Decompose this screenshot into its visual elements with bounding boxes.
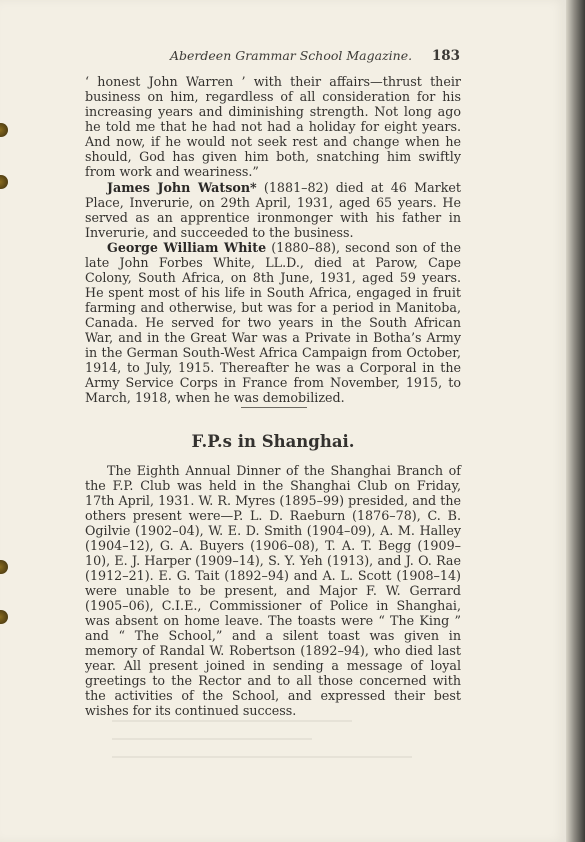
binding-hole — [0, 123, 8, 137]
section-divider — [241, 407, 307, 408]
binding-hole — [0, 175, 8, 189]
obituary-continuation — [85, 74, 461, 179]
obituary-name: James John Watson* — [107, 180, 257, 195]
obituary-watson — [85, 180, 461, 240]
paragraph-text: (1881–82) died at 46 Market Place, Inverurie, on 29th April, 1931, aged 65 years. He served as an apprentice ironmonger with his father in Inverurie, and succeeded to the business. — [85, 180, 461, 240]
section-body — [85, 463, 461, 718]
show-through-line — [112, 720, 352, 722]
obituary-white — [85, 240, 461, 405]
paragraph-text: The Eighth Annual Dinner of the Shanghai Branch of the F.P. Club was held in the Shanghai Club on Friday, 17th April, 1931. W. R. Myres (1895–99) presided, and the others present were—P. L. D. Raeburn (1876–78), C. B. Ogilvie (1902–04), W. E. D. Smith (1904–09), A. M. Halley (1904–12), G. A. Buyers (1906–08), T. A. T. Begg (1909–10), E. J. Harper (1909–14), S. Y. Yeh (1913), and J. O. Rae (1912–21). E. G. Tait (1892–94) and A. L. Scott (1908–14) were unable to be present, and Major F. W. Gerrard (1905–06), C.I.E., Commissioner of Police in Shanghai, was absent on home leave. The toasts were “ The King ” and “ The School,” and a silent toast was given in memory of Randal W. Robertson (1892–94), who died last year. All present joined in sending a message of loyal greetings to the Rector and to all those concerned with the activities of the School, and expressed their best wishes for its continued success. — [85, 463, 461, 718]
page-edge-shadow — [566, 0, 585, 842]
section-heading: F.P.s in Shanghai. — [191, 432, 355, 451]
obituary-name: George William White — [107, 240, 267, 255]
running-header — [170, 48, 460, 63]
paragraph-text: ‘ honest John Warren ’ with their affairs—thrust their business on him, regardless of all consideration for his increasing years and diminishing strength. Not long ago he told me that he had not had a holiday for eight years. And now, if he would not seek rest and change when he should, God has given him both, snatching him swiftly from work and weariness.” — [85, 74, 461, 179]
paragraph-text: (1880–88), second son of the late John Forbes White, LL.D., died at Parow, Cape Colony, South Africa, on 8th June, 1931, aged 59 years. He spent most of his life in South Africa, engaged in fruit farming and otherwise, but was for a period in Manitoba, Canada. He served for two years in the South African War, and in the Great War was a Private in Botha’s Army in the German South-West Africa Campaign from October, 1914, to July, 1915. Thereafter he was a Corporal in the Army Service Corps in France from November, 1915, to March, 1918, when he was demobilized. — [85, 240, 461, 405]
page-number: 183 — [431, 48, 460, 64]
show-through-line — [112, 738, 312, 740]
binding-hole — [0, 610, 8, 624]
binding-hole — [0, 560, 8, 574]
show-through-line — [112, 756, 412, 758]
magazine-title: Aberdeen Grammar School Magazine. — [170, 48, 413, 63]
